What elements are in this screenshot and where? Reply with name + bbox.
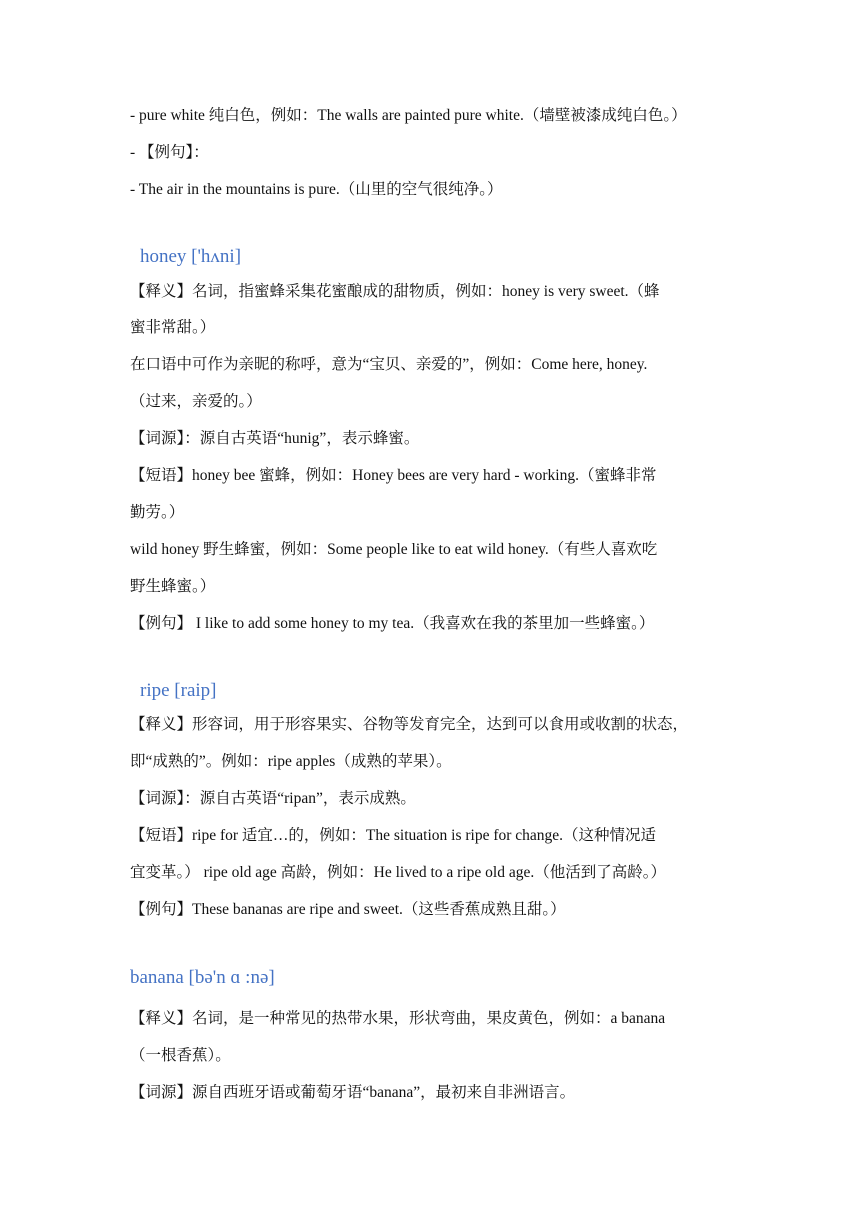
ripe-line-1: 【释义】形容词，用于形容果实、谷物等发育完全，达到可以食用或收割的状态， [130, 716, 689, 733]
honey-line-6: 【短语】honey bee 蜜蜂，例如：Honey bees are very hard - working.（蜜蜂非常 [130, 467, 657, 484]
intro-line-1: - pure white 纯白色，例如：The walls are painted pure white.（墙壁被漆成纯白色。） [130, 107, 687, 124]
headword-ripe: ripe [raip] [140, 680, 217, 701]
honey-line-10: 【例句】 I like to add some honey to my tea.（我喜欢在我的茶里加一些蜂蜜。） [130, 615, 655, 632]
honey-line-3: 在口语中可作为亲昵的称呼，意为“宝贝、亲爱的”，例如：Come here, honey. [130, 356, 648, 373]
intro-line-2: - 【例句】： [130, 144, 209, 161]
banana-line-2: （一根香蕉）。 [130, 1047, 231, 1064]
banana-line-1: 【释义】名词，是一种常见的热带水果，形状弯曲，果皮黄色，例如：a banana [130, 1010, 666, 1027]
headword-honey: honey ['hʌni] [140, 246, 242, 267]
ripe-line-2: 即“成熟的”。例如：ripe apples（成熟的苹果）。 [130, 753, 452, 770]
honey-line-4: （过来，亲爱的。） [130, 393, 262, 410]
ripe-line-4: 【短语】ripe for 适宜…的，例如：The situation is ripe for change.（这种情况适 [130, 827, 657, 844]
banana-line-3: 【词源】源自西班牙语或葡萄牙语“banana”，最初来自非洲语言。 [130, 1084, 576, 1101]
honey-line-1: 【释义】名词，指蜜蜂采集花蜜酿成的甜物质，例如：honey is very sweet.（蜂 [130, 283, 660, 300]
honey-line-9: 野生蜂蜜。） [130, 578, 216, 595]
intro-line-3: - The air in the mountains is pure.（山里的空气很纯净。） [130, 181, 503, 198]
honey-line-8: wild honey 野生蜂蜜，例如：Some people like to eat wild honey.（有些人喜欢吃 [130, 541, 658, 558]
ripe-line-5: 宜变革。） ripe old age 高龄，例如：He lived to a ripe old age.（他活到了高龄。） [130, 864, 666, 881]
honey-line-2: 蜜非常甜。） [130, 319, 216, 336]
honey-line-5: 【词源】：源自古英语“hunig”，表示蜂蜜。 [130, 430, 420, 447]
headword-banana: banana [bə'n ɑ :nə] [130, 967, 275, 988]
ripe-line-6: 【例句】These bananas are ripe and sweet.（这些香蕉成熟且甜。） [130, 901, 566, 918]
honey-line-7: 勤劳。） [130, 504, 185, 521]
ripe-line-3: 【词源】：源自古英语“ripan”，表示成熟。 [130, 790, 416, 807]
